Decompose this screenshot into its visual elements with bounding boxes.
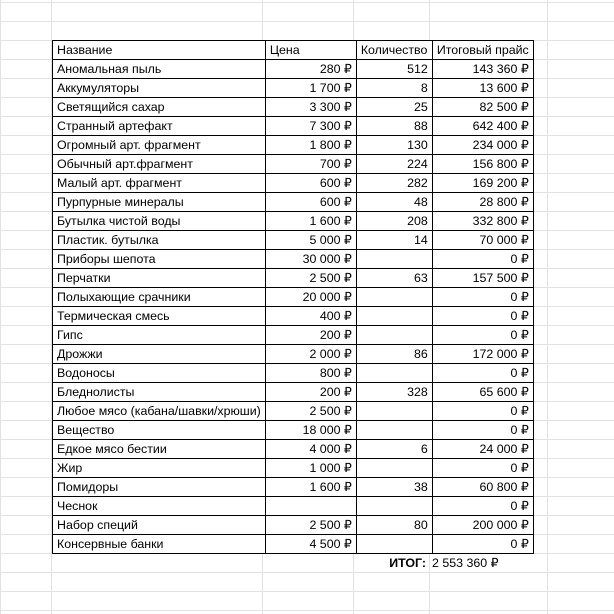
item-name-cell[interactable]: Жир: [53, 459, 266, 478]
item-price-cell[interactable]: 1 700 ₽: [265, 79, 356, 98]
item-qty-cell[interactable]: 328: [356, 383, 432, 402]
item-qty-cell[interactable]: [356, 535, 432, 554]
item-total-cell[interactable]: 0 ₽: [432, 402, 533, 421]
item-price-cell[interactable]: 4 000 ₽: [265, 440, 356, 459]
table-row: [53, 269, 534, 288]
item-name-cell[interactable]: Помидоры: [53, 478, 266, 497]
item-qty-cell[interactable]: 88: [356, 117, 432, 136]
header-total-cell[interactable]: Итоговый прайс: [432, 41, 533, 60]
table-row: [53, 212, 534, 231]
item-price-cell[interactable]: 2 000 ₽: [265, 345, 356, 364]
item-qty-cell[interactable]: 48: [356, 193, 432, 212]
item-total-cell[interactable]: 156 800 ₽: [432, 155, 533, 174]
header-row: [53, 41, 534, 60]
item-price-cell[interactable]: 400 ₽: [265, 307, 356, 326]
item-price-cell[interactable]: 1 800 ₽: [265, 136, 356, 155]
item-total-cell[interactable]: 60 800 ₽: [432, 478, 533, 497]
header-price-cell[interactable]: Цена: [265, 41, 356, 60]
table-row: [53, 60, 534, 79]
item-name-cell[interactable]: Перчатки: [53, 269, 266, 288]
table-row: [53, 459, 534, 478]
item-price-cell[interactable]: 1 600 ₽: [265, 212, 356, 231]
table-row: [53, 402, 534, 421]
item-total-cell[interactable]: 28 800 ₽: [432, 193, 533, 212]
table-row: [53, 250, 534, 269]
table-row: [53, 421, 534, 440]
item-qty-cell[interactable]: [356, 402, 432, 421]
item-total-cell[interactable]: 157 500 ₽: [432, 269, 533, 288]
item-total-cell[interactable]: 0 ₽: [432, 288, 533, 307]
item-name-cell[interactable]: Набор специй: [53, 516, 266, 535]
item-qty-cell[interactable]: 6: [356, 440, 432, 459]
item-qty-cell[interactable]: [356, 250, 432, 269]
item-price-cell[interactable]: [265, 497, 356, 516]
table-row: [53, 345, 534, 364]
table-row: [53, 383, 534, 402]
item-price-cell[interactable]: 5 000 ₽: [265, 231, 356, 250]
item-qty-cell[interactable]: 130: [356, 136, 432, 155]
item-name-cell[interactable]: Бледнолисты: [53, 383, 266, 402]
item-price-cell[interactable]: 2 500 ₽: [265, 402, 356, 421]
spreadsheet-table: [52, 40, 534, 554]
table-row: [53, 535, 534, 554]
table-row: [53, 231, 534, 250]
item-qty-cell[interactable]: 14: [356, 231, 432, 250]
table-row: [53, 193, 534, 212]
item-total-cell[interactable]: 0 ₽: [432, 250, 533, 269]
item-name-cell[interactable]: Полыхающие срачники: [53, 288, 266, 307]
item-total-cell[interactable]: 0 ₽: [432, 497, 533, 516]
item-name-cell[interactable]: Обычный арт.фрагмент: [53, 155, 266, 174]
item-total-cell[interactable]: 65 600 ₽: [432, 383, 533, 402]
header-qty-cell[interactable]: Количество: [356, 41, 432, 60]
item-price-cell[interactable]: 4 500 ₽: [265, 535, 356, 554]
item-name-cell[interactable]: Консервные банки: [53, 535, 266, 554]
item-price-cell[interactable]: 600 ₽: [265, 193, 356, 212]
item-total-cell[interactable]: 169 200 ₽: [432, 174, 533, 193]
table-row: [53, 516, 534, 535]
item-total-cell[interactable]: 143 360 ₽: [432, 60, 533, 79]
item-total-cell[interactable]: 0 ₽: [432, 535, 533, 554]
table-row: [53, 174, 534, 193]
item-name-cell[interactable]: Огромный арт. фрагмент: [53, 136, 266, 155]
item-price-cell[interactable]: 200 ₽: [265, 326, 356, 345]
item-price-cell[interactable]: 280 ₽: [265, 60, 356, 79]
item-qty-cell[interactable]: [356, 326, 432, 345]
item-qty-cell[interactable]: 282: [356, 174, 432, 193]
table-row: [53, 307, 534, 326]
item-total-cell[interactable]: 0 ₽: [432, 307, 533, 326]
item-name-cell[interactable]: Чеснок: [53, 497, 266, 516]
table-row: [53, 440, 534, 459]
item-name-cell[interactable]: Светящийся сахар: [53, 98, 266, 117]
item-price-cell[interactable]: 1 600 ₽: [265, 478, 356, 497]
table-row: [53, 497, 534, 516]
item-qty-cell[interactable]: 512: [356, 60, 432, 79]
grand-total-label[interactable]: ИТОГ:: [389, 556, 426, 570]
item-price-cell[interactable]: 30 000 ₽: [265, 250, 356, 269]
item-total-cell[interactable]: 172 000 ₽: [432, 345, 533, 364]
table-row: [53, 117, 534, 136]
item-qty-cell[interactable]: [356, 364, 432, 383]
item-price-cell[interactable]: 18 000 ₽: [265, 421, 356, 440]
item-qty-cell[interactable]: [356, 421, 432, 440]
item-name-cell[interactable]: Термическая смесь: [53, 307, 266, 326]
item-qty-cell[interactable]: [356, 307, 432, 326]
item-qty-cell[interactable]: 208: [356, 212, 432, 231]
item-total-cell[interactable]: 82 500 ₽: [432, 98, 533, 117]
table-row: [53, 288, 534, 307]
item-price-cell[interactable]: 2 500 ₽: [265, 516, 356, 535]
item-price-cell[interactable]: 3 300 ₽: [265, 98, 356, 117]
item-price-cell[interactable]: 20 000 ₽: [265, 288, 356, 307]
table-row: [53, 478, 534, 497]
item-total-cell[interactable]: 70 000 ₽: [432, 231, 533, 250]
item-price-cell[interactable]: 700 ₽: [265, 155, 356, 174]
item-price-cell[interactable]: 7 300 ₽: [265, 117, 356, 136]
item-total-cell[interactable]: 234 000 ₽: [432, 136, 533, 155]
item-name-cell[interactable]: Гипс: [53, 326, 266, 345]
item-total-cell[interactable]: 332 800 ₽: [432, 212, 533, 231]
item-total-cell[interactable]: 200 000 ₽: [432, 516, 533, 535]
table-row: [53, 136, 534, 155]
item-qty-cell[interactable]: 86: [356, 345, 432, 364]
item-price-cell[interactable]: 1 000 ₽: [265, 459, 356, 478]
table-row: [53, 98, 534, 117]
item-qty-cell[interactable]: 80: [356, 516, 432, 535]
item-qty-cell[interactable]: [356, 497, 432, 516]
item-price-cell[interactable]: 600 ₽: [265, 174, 356, 193]
item-price-cell[interactable]: 800 ₽: [265, 364, 356, 383]
table-row: [53, 326, 534, 345]
item-name-cell[interactable]: Водоносы: [53, 364, 266, 383]
item-total-cell[interactable]: 0 ₽: [432, 326, 533, 345]
item-name-cell[interactable]: Приборы шепота: [53, 250, 266, 269]
item-name-cell[interactable]: Аккумуляторы: [53, 79, 266, 98]
item-qty-cell[interactable]: [356, 459, 432, 478]
table-row: [53, 155, 534, 174]
item-name-cell[interactable]: Пурпурные минералы: [53, 193, 266, 212]
item-qty-cell[interactable]: 63: [356, 269, 432, 288]
item-total-cell[interactable]: 0 ₽: [432, 459, 533, 478]
item-qty-cell[interactable]: 224: [356, 155, 432, 174]
item-name-cell[interactable]: Аномальная пыль: [53, 60, 266, 79]
item-name-cell[interactable]: Пластик. бутылка: [53, 231, 266, 250]
item-name-cell[interactable]: Вещество: [53, 421, 266, 440]
item-name-cell[interactable]: Малый арт. фрагмент: [53, 174, 266, 193]
item-name-cell[interactable]: Бутылка чистой воды: [53, 212, 266, 231]
item-qty-cell[interactable]: 25: [356, 98, 432, 117]
table-row: [53, 364, 534, 383]
item-name-cell[interactable]: Дрожжи: [53, 345, 266, 364]
item-qty-cell[interactable]: 38: [356, 478, 432, 497]
item-total-cell[interactable]: 0 ₽: [432, 364, 533, 383]
item-total-cell[interactable]: 24 000 ₽: [432, 440, 533, 459]
item-price-cell[interactable]: 2 500 ₽: [265, 269, 356, 288]
header-name-cell[interactable]: Название: [53, 41, 266, 60]
item-total-cell[interactable]: 0 ₽: [432, 421, 533, 440]
grand-total-value[interactable]: 2 553 360 ₽: [432, 556, 499, 570]
item-total-cell[interactable]: 642 400 ₽: [432, 117, 533, 136]
item-name-cell[interactable]: Странный артефакт: [53, 117, 266, 136]
table-row: [53, 79, 534, 98]
item-qty-cell[interactable]: [356, 288, 432, 307]
item-price-cell[interactable]: 200 ₽: [265, 383, 356, 402]
item-name-cell[interactable]: Любое мясо (кабана/шавки/хрюши): [53, 402, 266, 421]
item-total-cell[interactable]: 13 600 ₽: [432, 79, 533, 98]
item-name-cell[interactable]: Едкое мясо бестии: [53, 440, 266, 459]
item-qty-cell[interactable]: 8: [356, 79, 432, 98]
